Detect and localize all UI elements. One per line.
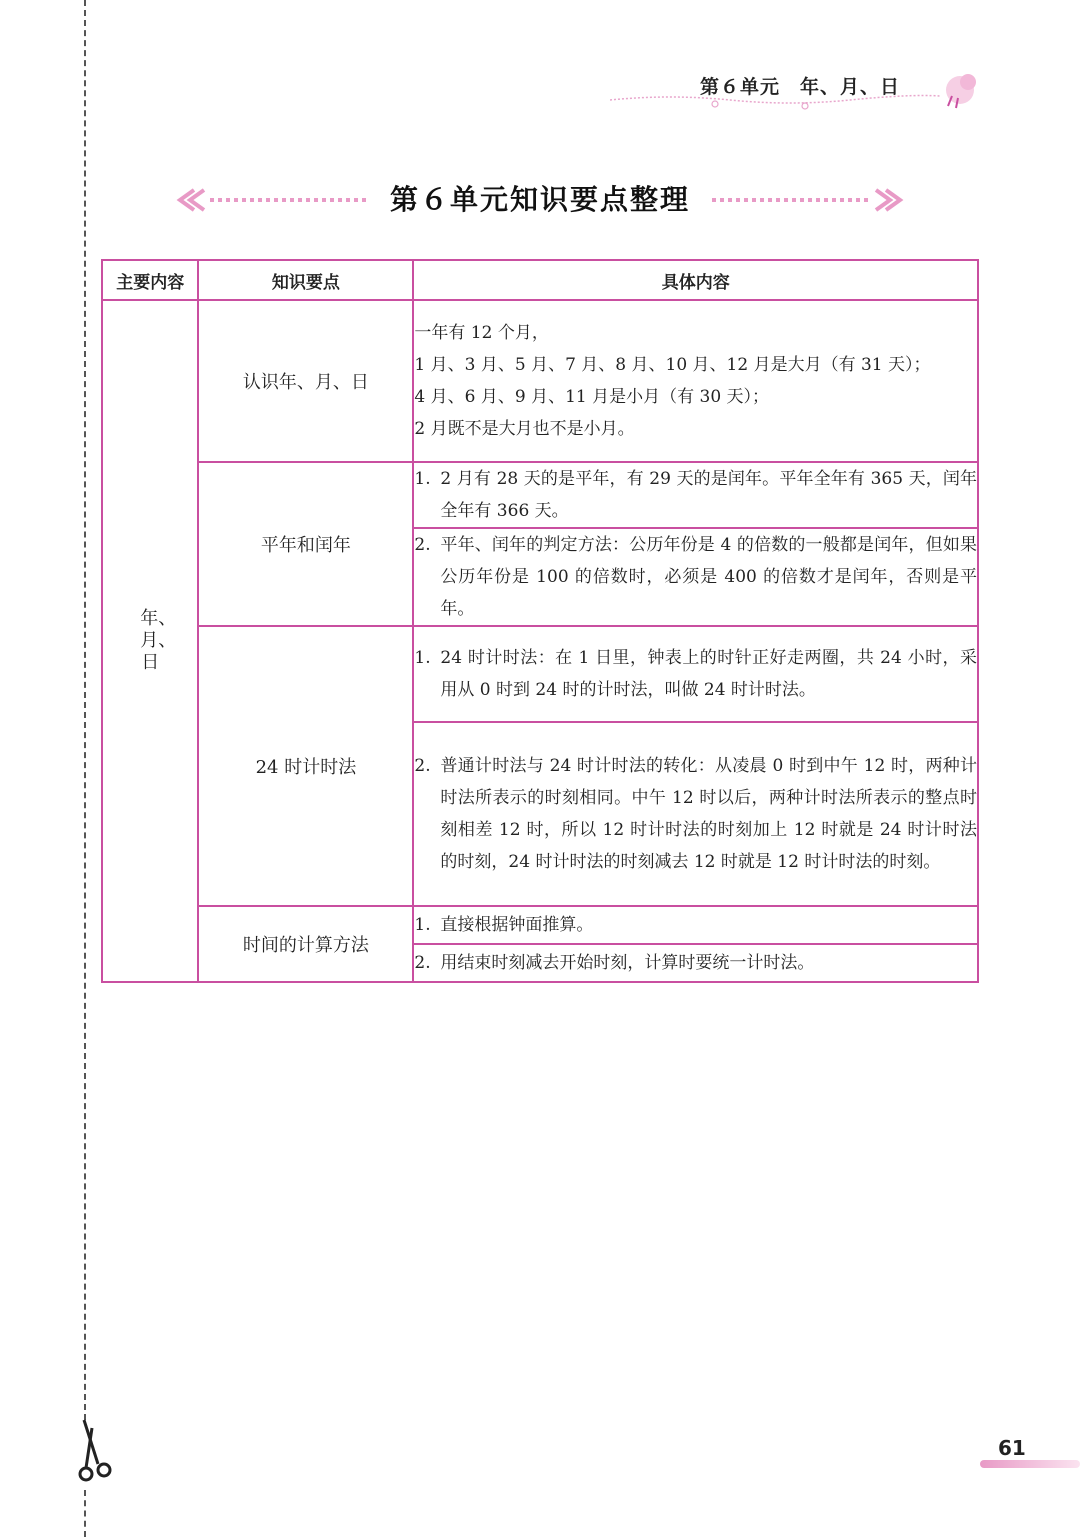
point-leap-year: 平年和闰年 bbox=[198, 462, 413, 626]
point-recognize-ymd: 认识年、月、日 bbox=[198, 300, 413, 462]
double-chevron-right-icon bbox=[710, 182, 910, 218]
cut-line-bottom bbox=[84, 1490, 86, 1537]
header-details: 具体内容 bbox=[413, 260, 978, 300]
detail-line: 一年有 12 个月， bbox=[414, 323, 549, 343]
detail-recognize-ymd bbox=[413, 300, 978, 462]
unit-header-title: 第６单元 年、月、日 bbox=[700, 76, 901, 98]
section-title: 第６单元知识要点整理 bbox=[389, 183, 690, 216]
section-heading bbox=[170, 178, 910, 222]
main-topic: 年、月、日 bbox=[140, 608, 177, 673]
detail-24h-2 bbox=[413, 722, 978, 906]
item-number: 1. bbox=[414, 469, 431, 489]
detail-line: 4 月、6 月、9 月、11 月是小月（有 30 天）； bbox=[414, 387, 770, 407]
main-topic-cell bbox=[102, 300, 198, 982]
header-decoration-icon bbox=[610, 66, 990, 116]
item-number: 2. bbox=[414, 535, 431, 555]
page-number: 61 bbox=[998, 1436, 1026, 1460]
item-text: 2 月有 28 天的是平年，有 29 天的是闰年。平年全年有 365 天，闰年全年有 366 天。 bbox=[440, 469, 977, 521]
table-row bbox=[102, 906, 978, 944]
cut-line bbox=[84, 0, 86, 1420]
detail-24h-1 bbox=[413, 626, 978, 722]
detail-leap-year-2 bbox=[413, 528, 978, 626]
page-number-bar bbox=[980, 1460, 1080, 1468]
item-text: 平年、闰年的判定方法：公历年份是 4 的倍数的一般都是闰年，但如果公历年份是 100 的倍数时，必须是 400 的倍数才是闰年，否则是平年。 bbox=[440, 535, 977, 619]
table-header-row bbox=[102, 260, 978, 300]
table-row bbox=[102, 462, 978, 528]
detail-line: 1 月、3 月、5 月、7 月、8 月、10 月、12 月是大月（有 31 天）； bbox=[414, 355, 931, 375]
header-main-content: 主要内容 bbox=[102, 260, 198, 300]
detail-time-calc-2 bbox=[413, 944, 978, 982]
point-time-calc: 时间的计算方法 bbox=[198, 906, 413, 982]
point-24h-clock: 24 时计时法 bbox=[198, 626, 413, 906]
item-number: 1. bbox=[414, 648, 431, 668]
item-text: 直接根据钟面推算。 bbox=[440, 915, 594, 935]
scissors-icon bbox=[70, 1418, 120, 1484]
item-number: 2. bbox=[414, 756, 431, 776]
item-number: 2. bbox=[414, 953, 431, 973]
detail-time-calc-1 bbox=[413, 906, 978, 944]
table-row bbox=[102, 300, 978, 462]
header-knowledge-point: 知识要点 bbox=[198, 260, 413, 300]
item-number: 1. bbox=[414, 915, 431, 935]
item-text: 用结束时刻减去开始时刻，计算时要统一计时法。 bbox=[440, 953, 815, 973]
table-row bbox=[102, 626, 978, 722]
detail-leap-year-1 bbox=[413, 462, 978, 528]
item-text: 普通计时法与 24 时计时法的转化：从凌晨 0 时到中午 12 时，两种计时法所表示的时刻相同。中午 12 时以后，两种计时法所表示的整点时刻相差 12 时，所以 12 时计时法的时刻加上 12 时就是 24 时计时法的时刻，24 时计时法的时刻减去 12 时就是 12 时计时法的时刻。 bbox=[440, 756, 977, 872]
knowledge-table bbox=[101, 259, 979, 983]
detail-line: 2 月既不是大月也不是小月。 bbox=[414, 419, 635, 439]
item-text: 24 时计时法：在 1 日里，钟表上的时针正好走两圈，共 24 小时，采用从 0 时到 24 时的计时法，叫做 24 时计时法。 bbox=[440, 648, 977, 700]
